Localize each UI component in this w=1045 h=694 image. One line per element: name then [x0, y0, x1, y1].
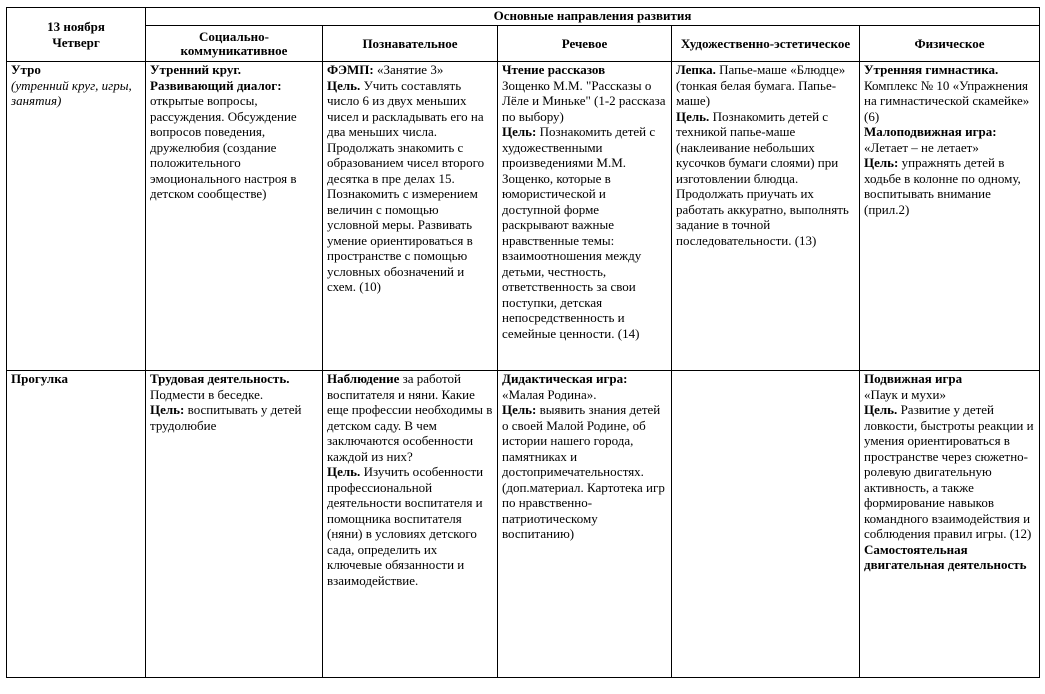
walk-social-t1: Трудовая деятельность. [150, 371, 290, 386]
directions-title: Основные направления развития [146, 8, 1040, 26]
date-cell [7, 8, 146, 62]
direction-cognitive: Познавательное [323, 26, 498, 62]
walk-physical-t5: Самостоятельная двигательная деятельность [864, 541, 1027, 572]
morning-art-t3: Цель. [676, 108, 710, 124]
morning-cognitive-t3: Цель. [327, 77, 361, 93]
morning-label: Утро [11, 62, 41, 77]
morning-speech-t1: Чтение рассказов [502, 62, 606, 77]
walk-cognitive-t3: Цель. [327, 464, 361, 479]
row-label-morning [7, 62, 146, 371]
walk-speech-t1: Дидактическая игра: [502, 371, 628, 386]
walk-physical-t4: Развитие у детей ловкости, быстроты реакции и умения ориентироваться в пространстве через сюжетно-ролевую двигательную активность, а также формирование навыков командного взаимодействия и соблюдения правил игры. (12) [864, 402, 1034, 541]
walk-physical-t2: «Паук и мухи» [864, 386, 946, 402]
walk-social-t4: воспитывать у детей трудолюбие [150, 402, 302, 433]
morning-cognitive-t4: Учить составлять число 6 из двух меньших чисел и раскладывать его на два меньших числа. Продолжать знакомить с образованием чисел второго десятка в пре делах 15. Познакомить с измерением величин с помощью условной меры. Развивать умение ориентироваться в пространстве с помощью условных обозначений и схем. (10) [327, 77, 485, 294]
morning-physical-t1: Утренняя гимнастика. [864, 62, 999, 77]
morning-cognitive-t2: «Занятие 3» [373, 62, 444, 77]
morning-speech-cell [498, 62, 672, 371]
walk-speech-t3: Цель: [502, 402, 537, 417]
walk-physical-t1: Подвижная игра [864, 371, 963, 386]
morning-social-t3: открытые вопросы, рассуждения. Обсуждение вопросов поведения, дружелюбия (создание положительного эмоционального настроя в детском сообществе) [150, 93, 297, 201]
walk-cognitive-t2: за работой воспитателя и няни. Какие еще профессии необходимы в детском саду. В чем заключаются особенности каждой из них? [327, 371, 493, 464]
walk-social-t3: Цель: [150, 402, 185, 417]
walk-art-cell [672, 371, 860, 678]
direction-physical: Физическое [860, 26, 1040, 62]
walk-physical-cell [860, 371, 1040, 678]
direction-art: Художественно-эстетическое [672, 26, 860, 62]
morning-physical-cell [860, 62, 1040, 371]
direction-speech: Речевое [498, 26, 672, 62]
morning-social-t1: Утренний круг. [150, 62, 242, 77]
walk-cognitive-t4: Изучить особенности профессиональной деятельности воспитателя и помощника воспитателя (няни) в условиях детского сада, определить их ключевые обязанности и взаимодействие. [327, 464, 484, 588]
morning-cognitive-cell [323, 62, 498, 371]
plan-table [6, 7, 1040, 678]
walk-speech-cell [498, 371, 672, 678]
morning-physical-t3: Малоподвижная игра: [864, 124, 997, 139]
morning-speech-t2: Зощенко М.М. "Рассказы о Лёле и Миньке" (1-2 рассказа по выбору) [502, 77, 666, 124]
morning-speech-t4: Познакомить детей с художественными произведениями М.М. Зощенко, которые в юмористической и доступной форме раскрывают важные нравственные темы: взаимоотношения между детьми, честность, ответственность за свои поступки, детская непосредственность и семейные ценности. (14) [502, 124, 656, 341]
walk-label: Прогулка [11, 371, 69, 386]
walk-social-cell [146, 371, 323, 678]
morning-physical-t5: Цель: [864, 155, 899, 170]
walk-speech-t4: выявить знания детей о своей Малой Родине, об истории нашего города, памятниках и достопримечательностях. (доп.материал. Картотека игр по нравственно-патриотическому воспитанию) [502, 402, 665, 541]
morning-sublabel: (утренний круг, игры, занятия) [11, 77, 132, 108]
morning-speech-t3: Цель: [502, 124, 537, 139]
walk-physical-t3: Цель. [864, 402, 898, 417]
direction-social: Социально-коммуникативное [146, 26, 323, 62]
weekday-text: Четверг [52, 34, 100, 50]
date-text: 13 ноября [47, 19, 105, 34]
morning-physical-t2: Комплекс № 10 «Упражнения на гимнастической скамейке» (6) [864, 77, 1030, 124]
morning-social-cell [146, 62, 323, 371]
morning-physical-t4: «Летает – не летает» [864, 139, 979, 155]
morning-art-t1: Лепка. [676, 62, 716, 77]
morning-physical-t6: упражнять детей в ходьбе в колонне по одному, воспитывать внимание (прил.2) [864, 155, 1021, 217]
walk-cognitive-t1: Наблюдение [327, 371, 400, 386]
morning-art-t2: Папье-маше «Блюдце» (тонкая белая бумага. Папье-маше) [676, 62, 846, 108]
walk-social-t2: Подмести в беседке. [150, 386, 264, 402]
walk-speech-t2: «Малая Родина». [502, 386, 597, 402]
row-label-walk [7, 371, 146, 678]
morning-cognitive-t1: ФЭМП: [327, 62, 374, 77]
walk-cognitive-cell [323, 371, 498, 678]
morning-art-cell [672, 62, 860, 371]
morning-art-t4: Познакомить детей с техникой папье-маше (наклеивание небольших кусочков бумаги слоями) при изготовлении блюдца. Продолжать приучать их работать аккуратно, выполнять задание в точной последовательности. (13) [676, 108, 849, 248]
morning-social-t2: Развивающий диалог: [150, 77, 282, 93]
